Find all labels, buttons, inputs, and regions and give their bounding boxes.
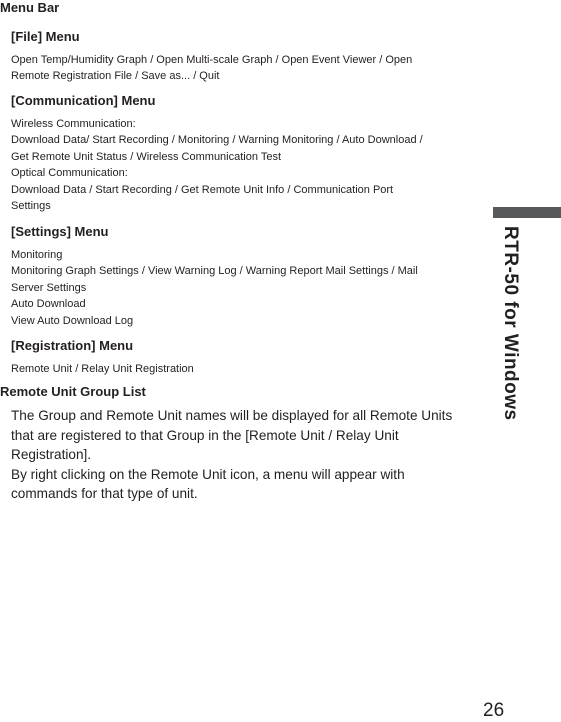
settings-menu-heading: [Settings] Menu: [11, 224, 109, 239]
file-menu-items: [11, 52, 491, 85]
text-line: commands for that type of unit.: [11, 486, 198, 501]
group-list-description: [11, 406, 495, 504]
registration-menu-heading: [Registration] Menu: [11, 338, 134, 353]
registration-menu-items: [11, 361, 491, 377]
file-menu-heading: [File] Menu: [11, 29, 80, 44]
text-line: Registration].: [11, 447, 92, 462]
text-line: Monitoring: [11, 249, 63, 261]
text-line: By right clicking on the Remote Unit icon, a menu will appear with: [11, 466, 405, 482]
side-tab-label: RTR-50 for Windows: [500, 226, 521, 421]
text-line: Optical Communication:: [11, 167, 128, 180]
text-line: Remote Unit / Relay Unit Registration: [11, 363, 194, 375]
text-line: View Auto Download Log: [11, 314, 134, 327]
menu-bar-heading: Menu Bar: [0, 0, 60, 15]
text-line: Download Data / Start Recording / Get Remote Unit Info / Communication Port: [11, 183, 394, 196]
text-line: Server Settings: [11, 281, 87, 294]
communication-menu-heading: [Communication] Menu: [11, 93, 156, 108]
text-line: Settings: [11, 200, 51, 213]
text-line: Wireless Communication:: [11, 118, 136, 130]
text-line: Get Remote Unit Status / Wireless Communication Test: [11, 150, 282, 163]
text-line: that are registered to that Group in the [Remote Unit / Relay Unit: [11, 427, 399, 443]
communication-menu-items: [11, 116, 491, 214]
text-line: Download Data/ Start Recording / Monitoring / Warning Monitoring / Auto Download /: [11, 134, 423, 147]
text-line: Auto Download: [11, 298, 86, 311]
text-line: The Group and Remote Unit names will be displayed for all Remote Units: [11, 408, 453, 423]
group-list-heading: Remote Unit Group List: [0, 384, 146, 399]
page-number: 26: [483, 700, 505, 721]
settings-menu-items: [11, 247, 491, 329]
text-line: Monitoring Graph Settings / View Warning Log / Warning Report Mail Settings / Mail: [11, 265, 418, 278]
text-line: Remote Registration File / Save as... / Quit: [11, 70, 220, 83]
side-tab-bar: [493, 207, 561, 218]
text-line: Open Temp/Humidity Graph / Open Multi-scale Graph / Open Event Viewer / Open: [11, 54, 413, 66]
